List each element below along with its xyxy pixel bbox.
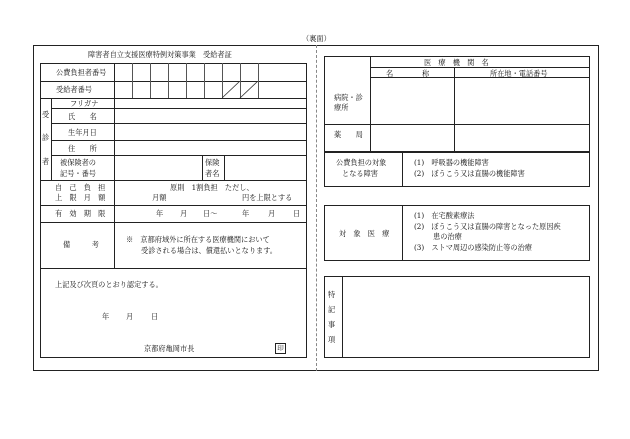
validity-from-year: 年 [156,209,164,218]
treatment-3: (3) ストマ周辺の感染防止等の治療 [414,243,532,252]
validity-to-year: 年 [242,209,250,218]
medical-institution-box [324,56,590,152]
disability-2: (2) ぼうこう又は直腸の機能障害 [414,169,525,178]
void-slash-lines [222,81,258,98]
recipient-number-label: 受給者番号 [56,85,92,94]
side-label: （裏面） [302,34,331,43]
column-name: 名 称 [386,69,430,78]
validity-to-month: 月 [268,209,276,218]
insured-symbol-label-1: 被保険者の [60,158,96,167]
burden-value-1: 原則 1割負担 ただし、 [170,183,254,192]
certify-year: 年 [102,312,110,321]
treatment-2: (2) ぼうこう又は直腸の障害となった原因疾 [414,222,561,231]
payer-number-label: 公費負担者番号 [56,68,107,77]
treatment-2-cont: 患の治療 [433,232,462,241]
burden-value-cap: 円を上限とする [242,193,293,202]
certificate-title: 障害者自立支援医療特例対策事業 受給者証 [88,50,232,59]
treatment-1: (1) 在宅酸素療法 [414,211,475,220]
burden-label-1: 自 己 負 担 [55,183,106,192]
special-notes-box [324,276,590,358]
address-label: 住 所 [68,144,97,153]
recipient-vertical-1: 受 [42,110,50,119]
birthdate-label: 生年月日 [68,128,97,137]
hospital-label-1: 病院・診 [334,93,363,102]
name-label: 氏 名 [68,112,97,121]
fold-line [316,45,317,371]
special-vertical-4: 項 [328,335,336,344]
remarks-note-1: ※ 京都府域外に所在する医療機関において [126,235,270,244]
insurer-label-2: 者名 [205,169,220,178]
furigana-label: フリガナ [70,99,99,108]
special-vertical-3: 事 [328,320,336,329]
recipient-vertical-3: 者 [42,157,50,166]
target-label-1: 公費負担の対象 [336,158,387,167]
disability-1: (1) 呼吸器の機能障害 [414,158,489,167]
column-address: 所在地・電話番号 [490,69,548,78]
insured-symbol-label-2: 記号・番号 [60,169,96,178]
medical-header: 医 療 機 関 名 [424,58,489,67]
insurer-label-1: 保険 [205,158,220,167]
special-vertical-2: 記 [328,305,336,314]
target-label-2: となる障害 [342,169,378,178]
seal-mark: 印 [275,343,286,354]
validity-from-month: 月 [180,209,188,218]
certify-day: 日 [151,312,159,321]
remarks-label: 備 考 [63,240,99,249]
burden-label-2: 上 限 月 額 [55,193,106,202]
issuer-name: 京都府亀岡市長 [144,344,195,353]
hospital-label-2: 療所 [334,103,349,112]
certify-text: 上記及び次頁のとおり認定する。 [55,280,163,289]
pharmacy-label: 薬 局 [334,130,363,139]
special-vertical-1: 特 [328,290,336,299]
burden-value-monthly: 月額 [152,193,167,202]
recipient-vertical-2: 診 [42,133,50,142]
remarks-note-2: 受診される場合は、償還払いとなります。 [141,246,277,255]
treatment-label: 対 象 医 療 [339,229,390,238]
certify-month: 月 [126,312,134,321]
validity-from-day: 日〜 [203,209,218,218]
validity-to-day: 日 [293,209,301,218]
validity-label: 有 効 期 限 [55,209,106,218]
